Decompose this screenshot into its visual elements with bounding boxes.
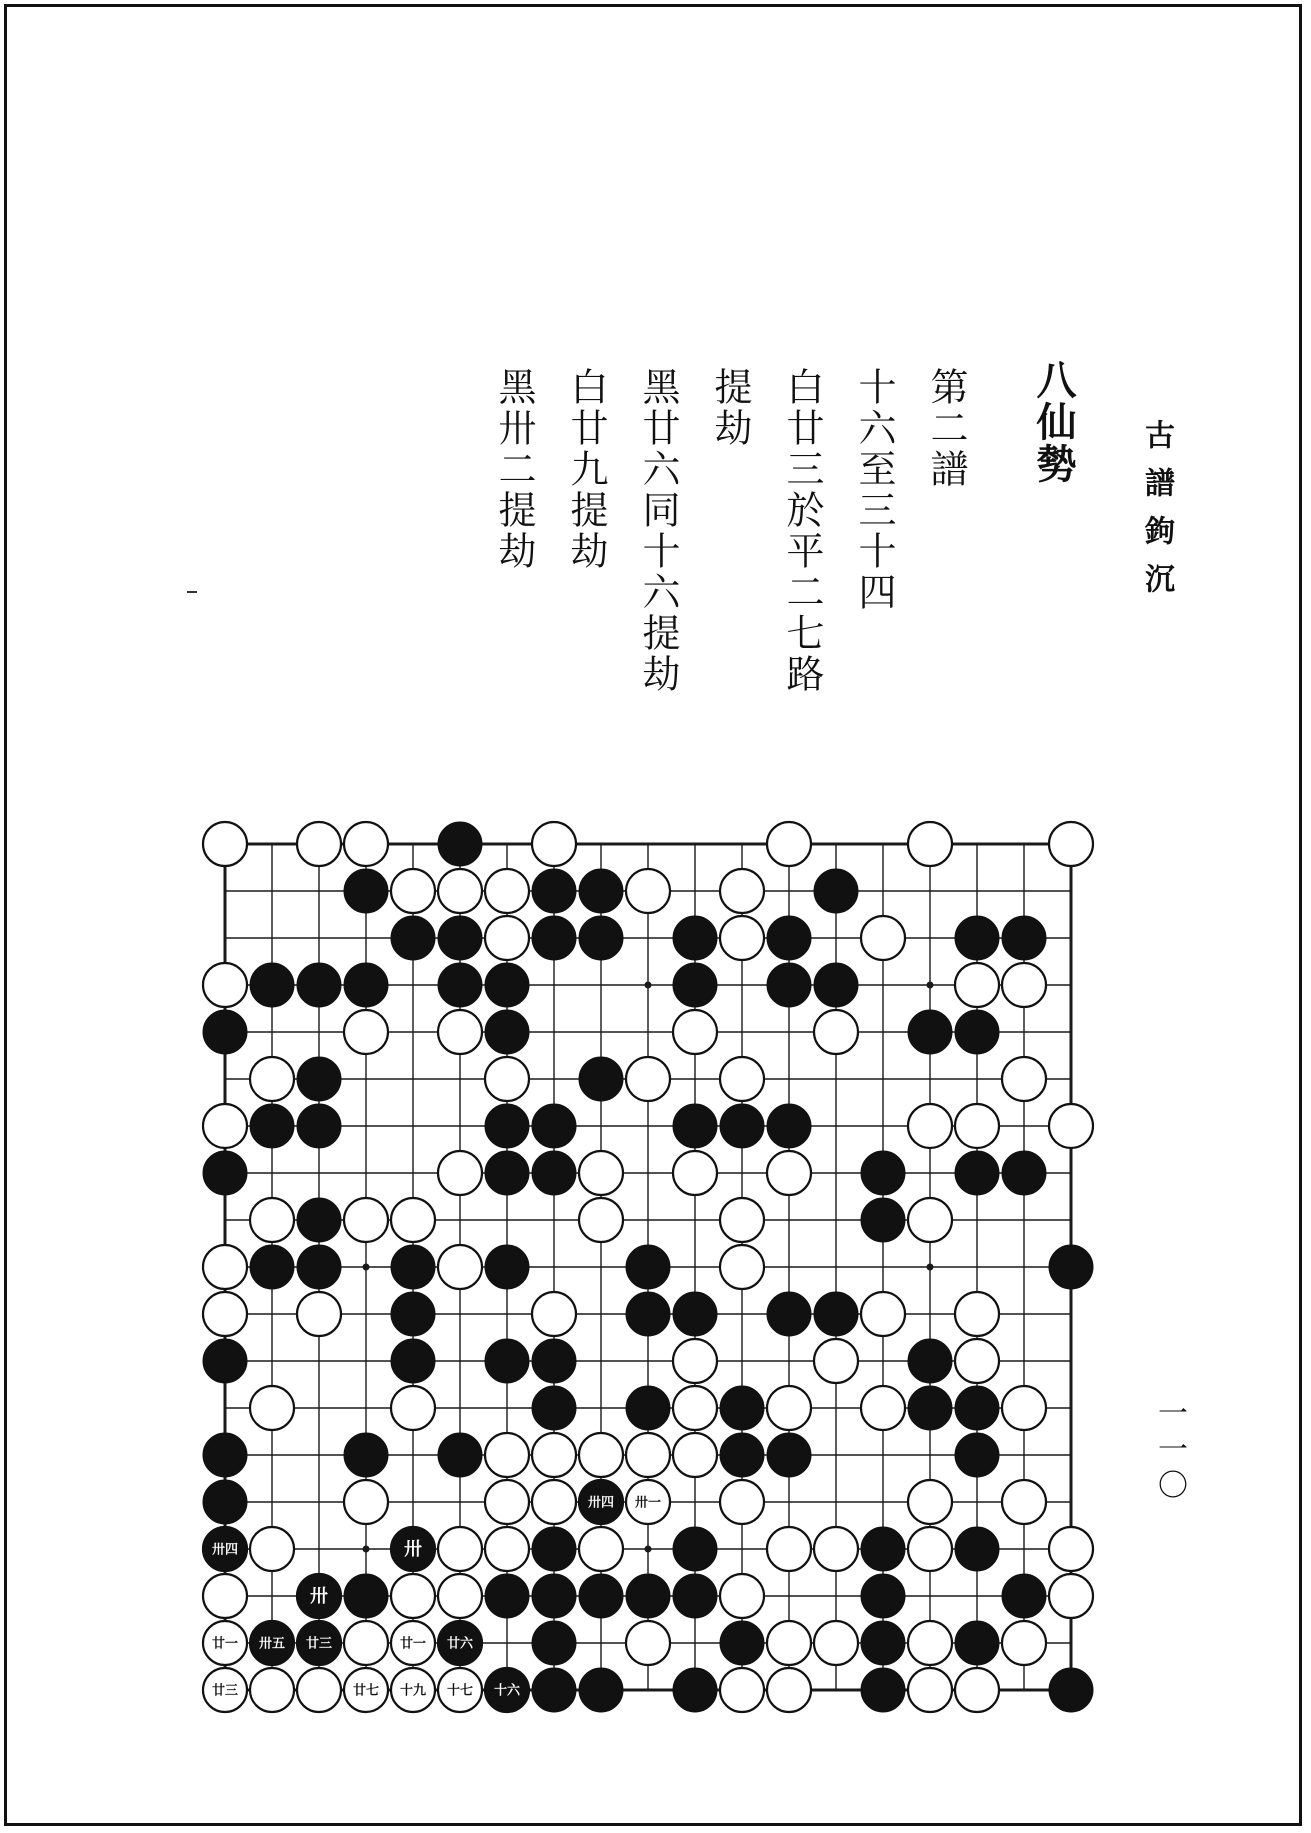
- go-board: [7, 7, 1299, 1823]
- black-stone: [438, 963, 482, 1007]
- note-line: 黑卅二提劫: [492, 367, 536, 572]
- white-stone: [767, 1527, 811, 1571]
- black-stone: [767, 1292, 811, 1336]
- white-stone: [861, 1292, 905, 1336]
- white-stone: [1002, 1621, 1046, 1665]
- black-stone: [720, 1621, 764, 1665]
- black-stone: [203, 1433, 247, 1477]
- white-stone: [579, 1433, 623, 1477]
- black-stone: [908, 1339, 952, 1383]
- white-stone: [1049, 1574, 1093, 1618]
- black-stone: [1049, 1668, 1093, 1712]
- white-stone: [767, 1668, 811, 1712]
- black-stone: [673, 1292, 717, 1336]
- white-stone: [767, 1151, 811, 1195]
- black-stone: [767, 916, 811, 960]
- black-stone: [861, 1527, 905, 1571]
- black-stone: [673, 1668, 717, 1712]
- white-stone: [767, 1386, 811, 1430]
- note-line: 提劫: [708, 367, 752, 449]
- black-stone: [532, 869, 576, 913]
- black-stone: [532, 1386, 576, 1430]
- white-stone: [438, 1527, 482, 1571]
- black-stone: [391, 1292, 435, 1336]
- white-stone: [955, 1104, 999, 1148]
- black-stone: [297, 963, 341, 1007]
- white-stone: [955, 963, 999, 1007]
- black-stone: [955, 1151, 999, 1195]
- white-stone: [626, 1621, 670, 1665]
- black-stone: [438, 916, 482, 960]
- white-stone: [673, 1010, 717, 1054]
- white-stone: [908, 1527, 952, 1571]
- move-number: 廿三: [305, 1636, 333, 1652]
- black-stone: [814, 963, 858, 1007]
- white-stone: [908, 1621, 952, 1665]
- white-stone: [720, 1245, 764, 1289]
- white-stone: [1002, 1386, 1046, 1430]
- white-stone: [579, 1527, 623, 1571]
- black-stone: [626, 1245, 670, 1289]
- black-stone: [391, 916, 435, 960]
- white-stone: [250, 1386, 294, 1430]
- black-stone: [767, 963, 811, 1007]
- black-stone: [485, 1339, 529, 1383]
- white-stone: [1002, 963, 1046, 1007]
- white-stone: [673, 1433, 717, 1477]
- white-stone: [203, 963, 247, 1007]
- white-stone: [485, 1433, 529, 1477]
- white-stone: [1049, 822, 1093, 866]
- white-stone: [485, 1057, 529, 1101]
- white-stone: [814, 1621, 858, 1665]
- white-stone: [532, 822, 576, 866]
- white-stone: [908, 1668, 952, 1712]
- black-stone: [1002, 916, 1046, 960]
- black-stone: [485, 1151, 529, 1195]
- white-stone: [814, 1339, 858, 1383]
- black-stone: [532, 1574, 576, 1618]
- note-line: 十六至三十四: [852, 367, 896, 613]
- white-stone: [908, 1104, 952, 1148]
- black-stone: [532, 1621, 576, 1665]
- white-stone: [344, 1198, 388, 1242]
- white-stone: [344, 1621, 388, 1665]
- black-stone: [673, 1574, 717, 1618]
- black-stone: [391, 1245, 435, 1289]
- black-stone: [1049, 1245, 1093, 1289]
- white-stone: [720, 1057, 764, 1101]
- white-stone: [720, 1668, 764, 1712]
- white-stone: [532, 1292, 576, 1336]
- white-stone: [626, 1057, 670, 1101]
- black-stone: [344, 963, 388, 1007]
- black-stone: [250, 963, 294, 1007]
- black-stone: [861, 1574, 905, 1618]
- white-stone: [203, 1574, 247, 1618]
- white-stone: [720, 916, 764, 960]
- page-number: 一一〇: [1152, 1397, 1187, 1505]
- white-stone: [908, 1198, 952, 1242]
- note-line: 白廿九提劫: [564, 367, 608, 572]
- black-stone: [438, 822, 482, 866]
- black-stone: [203, 1480, 247, 1524]
- white-stone: [626, 1433, 670, 1477]
- white-stone: [297, 1292, 341, 1336]
- white-stone: [391, 1386, 435, 1430]
- black-stone: [485, 1010, 529, 1054]
- white-stone: [344, 1010, 388, 1054]
- black-stone: [955, 916, 999, 960]
- move-number: 卅五: [258, 1636, 286, 1652]
- move-number: 廿三: [211, 1683, 239, 1699]
- move-number: 廿一: [211, 1636, 239, 1652]
- black-stone: [203, 1151, 247, 1195]
- white-stone: [203, 1104, 247, 1148]
- black-stone: [485, 1104, 529, 1148]
- move-number: 卅一: [634, 1495, 662, 1511]
- white-stone: [1002, 1057, 1046, 1101]
- white-stone: [250, 1668, 294, 1712]
- white-stone: [673, 1151, 717, 1195]
- white-stone: [955, 1339, 999, 1383]
- white-stone: [1049, 1104, 1093, 1148]
- black-stone: [485, 1245, 529, 1289]
- black-stone: [1002, 1574, 1046, 1618]
- black-stone: [532, 1339, 576, 1383]
- white-stone: [720, 1480, 764, 1524]
- black-stone: [626, 1574, 670, 1618]
- black-stone: [626, 1292, 670, 1336]
- white-stone: [438, 1151, 482, 1195]
- move-number: 卅: [310, 1586, 328, 1607]
- white-stone: [485, 916, 529, 960]
- white-stone: [908, 1480, 952, 1524]
- move-number: 卅四: [211, 1542, 239, 1558]
- book-page: [4, 4, 1302, 1826]
- move-number: 十九: [399, 1683, 427, 1699]
- white-stone: [532, 1433, 576, 1477]
- note-line: 白廿三於平二七路: [780, 367, 824, 695]
- black-stone: [297, 1104, 341, 1148]
- black-stone: [532, 1151, 576, 1195]
- white-stone: [861, 1386, 905, 1430]
- white-stone: [250, 1057, 294, 1101]
- black-stone: [908, 1386, 952, 1430]
- white-stone: [203, 1245, 247, 1289]
- white-stone: [814, 1527, 858, 1571]
- star-point: [363, 1264, 370, 1271]
- white-stone: [344, 822, 388, 866]
- black-stone: [438, 1433, 482, 1477]
- black-stone: [344, 1574, 388, 1618]
- black-stone: [532, 1668, 576, 1712]
- black-stone: [955, 1386, 999, 1430]
- white-stone: [297, 822, 341, 866]
- black-stone: [955, 1527, 999, 1571]
- white-stone: [391, 869, 435, 913]
- black-stone: [203, 1339, 247, 1383]
- black-stone: [297, 1245, 341, 1289]
- white-stone: [391, 1198, 435, 1242]
- black-stone: [673, 1527, 717, 1571]
- black-stone: [485, 1574, 529, 1618]
- black-stone: [955, 1433, 999, 1477]
- white-stone: [438, 1574, 482, 1618]
- white-stone: [579, 1198, 623, 1242]
- white-stone: [767, 1621, 811, 1665]
- black-stone: [861, 1621, 905, 1665]
- black-stone: [579, 916, 623, 960]
- star-point: [927, 1264, 934, 1271]
- black-stone: [673, 963, 717, 1007]
- white-stone: [579, 1151, 623, 1195]
- black-stone: [579, 869, 623, 913]
- chapter-title: 八仙勢: [1030, 359, 1077, 485]
- black-stone: [250, 1104, 294, 1148]
- white-stone: [485, 1527, 529, 1571]
- black-stone: [579, 1574, 623, 1618]
- move-number: 廿七: [352, 1683, 380, 1699]
- black-stone: [720, 1104, 764, 1148]
- black-stone: [344, 869, 388, 913]
- white-stone: [673, 1339, 717, 1383]
- star-point: [363, 1546, 370, 1553]
- white-stone: [1002, 1480, 1046, 1524]
- black-stone: [532, 916, 576, 960]
- white-stone: [438, 1010, 482, 1054]
- white-stone: [438, 1245, 482, 1289]
- star-point: [645, 1546, 652, 1553]
- white-stone: [485, 1480, 529, 1524]
- black-stone: [297, 1057, 341, 1101]
- black-stone: [861, 1198, 905, 1242]
- black-stone: [485, 963, 529, 1007]
- black-stone: [908, 1010, 952, 1054]
- move-number: 廿六: [446, 1636, 474, 1652]
- white-stone: [203, 1292, 247, 1336]
- black-stone: [203, 1010, 247, 1054]
- black-stone: [532, 1104, 576, 1148]
- move-number: 卅四: [587, 1495, 615, 1511]
- white-stone: [955, 1292, 999, 1336]
- black-stone: [532, 1527, 576, 1571]
- white-stone: [250, 1527, 294, 1571]
- white-stone: [720, 1198, 764, 1242]
- black-stone: [955, 1621, 999, 1665]
- black-stone: [767, 1104, 811, 1148]
- white-stone: [391, 1574, 435, 1618]
- white-stone: [626, 869, 670, 913]
- black-stone: [250, 1245, 294, 1289]
- move-number: 卅: [404, 1539, 422, 1560]
- white-stone: [767, 822, 811, 866]
- white-stone: [297, 1668, 341, 1712]
- black-stone: [344, 1433, 388, 1477]
- black-stone: [767, 1433, 811, 1477]
- black-stone: [1002, 1151, 1046, 1195]
- black-stone: [720, 1433, 764, 1477]
- move-number: 廿一: [399, 1636, 427, 1652]
- white-stone: [344, 1480, 388, 1524]
- white-stone: [861, 916, 905, 960]
- white-stone: [532, 1480, 576, 1524]
- white-stone: [438, 869, 482, 913]
- white-stone: [720, 869, 764, 913]
- black-stone: [814, 1292, 858, 1336]
- white-stone: [720, 1574, 764, 1618]
- white-stone: [250, 1198, 294, 1242]
- black-stone: [861, 1151, 905, 1195]
- note-line: 黑廿六同十六提劫: [636, 367, 680, 695]
- move-number: 十七: [446, 1683, 474, 1699]
- black-stone: [626, 1386, 670, 1430]
- black-stone: [720, 1386, 764, 1430]
- black-stone: [297, 1198, 341, 1242]
- black-stone: [391, 1339, 435, 1383]
- star-point: [927, 982, 934, 989]
- black-stone: [861, 1668, 905, 1712]
- white-stone: [955, 1668, 999, 1712]
- black-stone: [579, 1057, 623, 1101]
- star-point: [645, 982, 652, 989]
- white-stone: [673, 1386, 717, 1430]
- white-stone: [1049, 1527, 1093, 1571]
- black-stone: [814, 869, 858, 913]
- black-stone: [673, 1104, 717, 1148]
- running-title: 古譜鉤沉: [1139, 419, 1174, 611]
- black-stone: [673, 916, 717, 960]
- black-stone: [579, 1668, 623, 1712]
- white-stone: [485, 869, 529, 913]
- white-stone: [814, 1010, 858, 1054]
- move-number: 十六: [493, 1683, 521, 1699]
- white-stone: [203, 822, 247, 866]
- white-stone: [908, 822, 952, 866]
- note-line: 第二譜: [924, 367, 968, 490]
- black-stone: [955, 1010, 999, 1054]
